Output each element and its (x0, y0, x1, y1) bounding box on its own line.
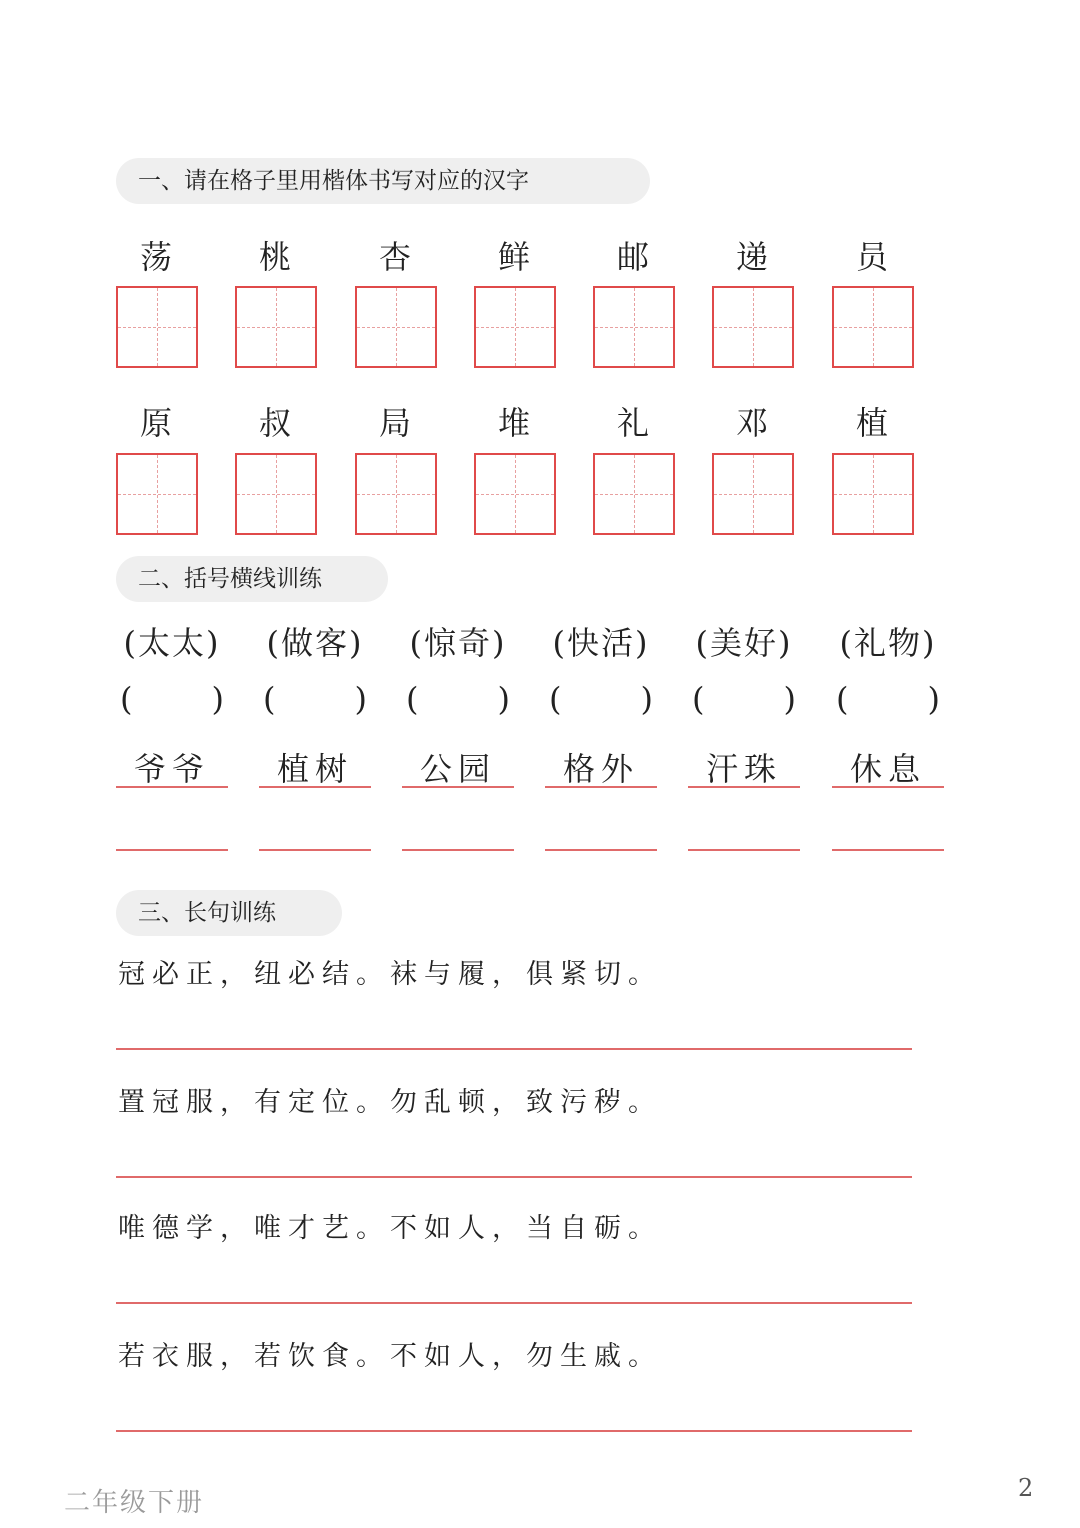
character-label: 邮 (616, 238, 649, 276)
writing-grid-box[interactable] (474, 286, 556, 368)
blank-answer-line[interactable] (688, 849, 800, 851)
blank-answer-line[interactable] (832, 849, 944, 851)
open-bracket: ( (406, 680, 419, 718)
underlined-word: 格外 (562, 750, 639, 788)
underlined-word: 汗珠 (705, 750, 782, 788)
bracket-word: (礼物) (839, 624, 937, 662)
word-underline (832, 786, 944, 788)
writing-grid-box[interactable] (235, 286, 317, 368)
close-bracket: ) (927, 680, 940, 718)
close-bracket: ) (211, 680, 224, 718)
underlined-word: 植树 (276, 750, 353, 788)
empty-bracket-answer[interactable] (545, 680, 657, 720)
word-underline (259, 786, 371, 788)
character-label: 局 (378, 404, 411, 442)
blank-answer-line[interactable] (116, 849, 228, 851)
writing-grid-box[interactable] (116, 286, 198, 368)
blank-answer-line[interactable] (259, 849, 371, 851)
word-underline (402, 786, 514, 788)
writing-grid-box[interactable] (474, 453, 556, 535)
character-label: 杏 (378, 238, 411, 276)
empty-bracket-answer[interactable] (402, 680, 514, 720)
writing-grid-box[interactable] (712, 286, 794, 368)
character-label: 原 (139, 404, 172, 442)
sentence-writing-line[interactable] (116, 1302, 912, 1304)
sentence-writing-line[interactable] (116, 1430, 912, 1432)
long-sentence: 唯德学，唯才艺。不如人，当自砺。 (118, 1213, 662, 1244)
underlined-word: 公园 (419, 750, 496, 788)
open-bracket: ( (692, 680, 705, 718)
underlined-word: 休息 (849, 750, 926, 788)
long-sentence: 置冠服，有定位。勿乱顿，致污秽。 (118, 1087, 662, 1118)
open-bracket: ( (263, 680, 276, 718)
character-label: 叔 (258, 404, 291, 442)
close-bracket: ) (783, 680, 796, 718)
writing-grid-box[interactable] (355, 286, 437, 368)
underlined-word: 爷爷 (133, 750, 210, 788)
writing-grid-box[interactable] (712, 453, 794, 535)
sentence-writing-line[interactable] (116, 1176, 912, 1178)
page-number: 2 (1018, 1474, 1034, 1502)
empty-bracket-answer[interactable] (116, 680, 228, 720)
word-underline (116, 786, 228, 788)
bracket-word: (做客) (266, 624, 364, 662)
empty-bracket-answer[interactable] (688, 680, 800, 720)
open-bracket: ( (836, 680, 849, 718)
writing-grid-box[interactable] (832, 286, 914, 368)
close-bracket: ) (497, 680, 510, 718)
close-bracket: ) (354, 680, 367, 718)
section3-title: 三、长句训练 (116, 890, 342, 936)
word-underline (688, 786, 800, 788)
long-sentence: 冠必正，纽必结。袜与履，俱紧切。 (118, 959, 662, 990)
character-label: 荡 (139, 238, 172, 276)
empty-bracket-answer[interactable] (259, 680, 371, 720)
writing-grid-box[interactable] (235, 453, 317, 535)
character-label: 递 (735, 238, 768, 276)
writing-grid-box[interactable] (593, 286, 675, 368)
sentence-writing-line[interactable] (116, 1048, 912, 1050)
character-label: 桃 (258, 238, 291, 276)
writing-grid-box[interactable] (355, 453, 437, 535)
bracket-word: (快活) (552, 624, 650, 662)
character-label: 员 (855, 238, 888, 276)
bracket-word: (惊奇) (409, 624, 507, 662)
blank-answer-line[interactable] (402, 849, 514, 851)
writing-grid-box[interactable] (116, 453, 198, 535)
long-sentence: 若衣服，若饮食。不如人，勿生戚。 (118, 1341, 662, 1372)
open-bracket: ( (120, 680, 133, 718)
writing-grid-box[interactable] (832, 453, 914, 535)
close-bracket: ) (640, 680, 653, 718)
footer-grade: 二年级下册 (64, 1488, 205, 1518)
bracket-word: (太太) (123, 624, 221, 662)
blank-answer-line[interactable] (545, 849, 657, 851)
open-bracket: ( (549, 680, 562, 718)
character-label: 礼 (616, 404, 649, 442)
character-label: 植 (855, 404, 888, 442)
section1-title: 一、请在格子里用楷体书写对应的汉字 (116, 158, 650, 204)
character-label: 邓 (735, 404, 768, 442)
character-label: 鲜 (497, 238, 530, 276)
character-label: 堆 (497, 404, 530, 442)
word-underline (545, 786, 657, 788)
writing-grid-box[interactable] (593, 453, 675, 535)
empty-bracket-answer[interactable] (832, 680, 944, 720)
bracket-word: (美好) (695, 624, 793, 662)
section2-title: 二、括号横线训练 (116, 556, 388, 602)
